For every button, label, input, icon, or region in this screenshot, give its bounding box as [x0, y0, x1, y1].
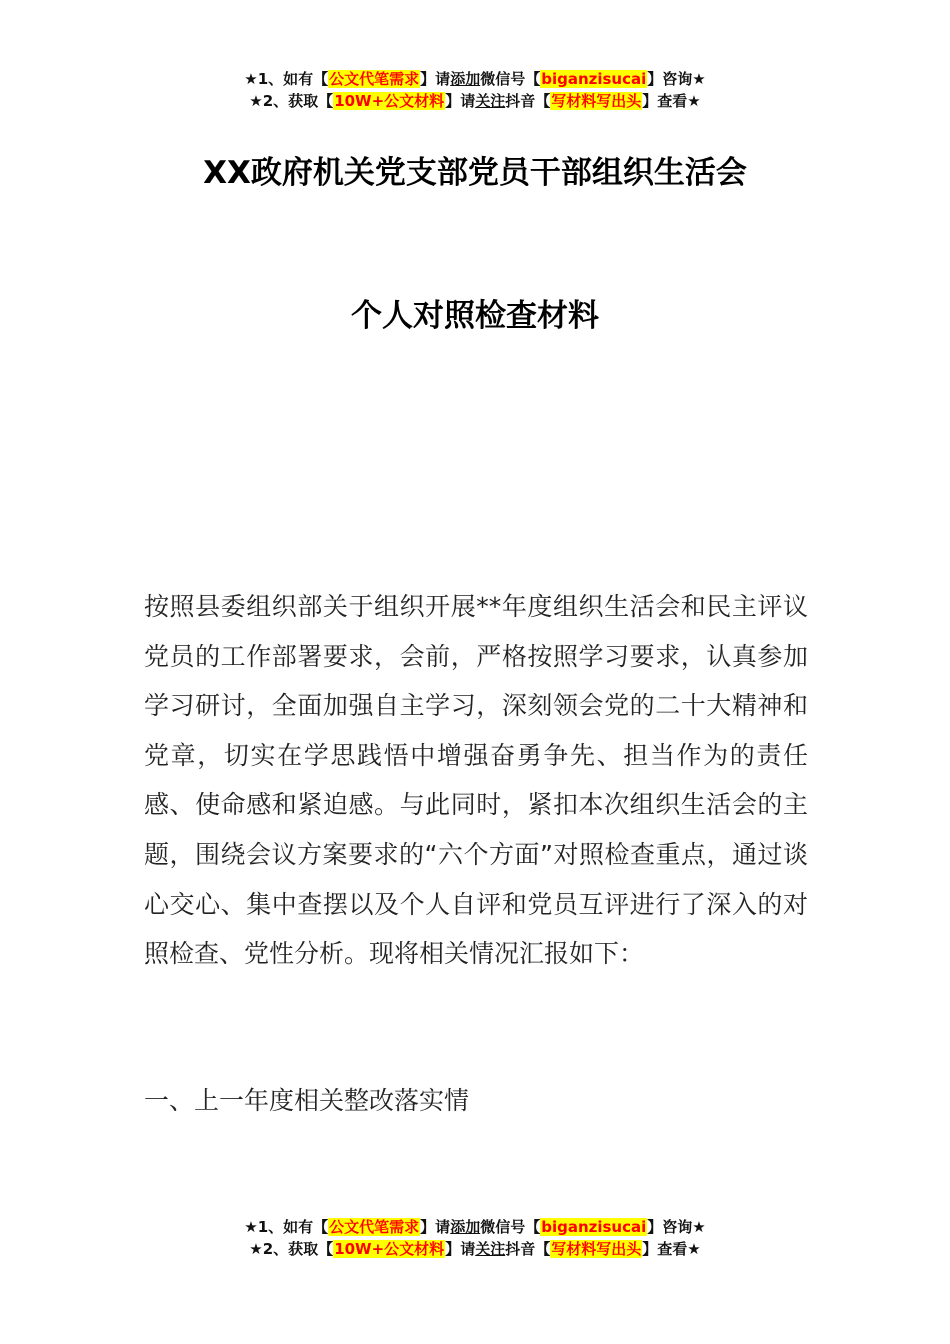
promo-line-2 [0, 90, 950, 112]
promo-underline-add: 添加 [450, 70, 481, 88]
document-title-line-2: 个人对照检查材料 [351, 298, 599, 334]
promo-banner-top [0, 68, 950, 112]
promo-line-1 [0, 1216, 950, 1238]
promo-text: 】请 [445, 92, 476, 110]
promo-text: ★2、获取【 [249, 92, 334, 110]
promo-highlight-wechat-id: biganzisucai [541, 70, 647, 88]
promo-underline-add: 添加 [450, 1218, 481, 1236]
promo-highlight-ghostwriting: 公文代笔需求 [329, 70, 420, 88]
promo-line-1 [0, 68, 950, 90]
promo-highlight-douyin: 写材料写出头 [551, 1240, 642, 1258]
promo-text: 】请 [445, 1240, 476, 1258]
promo-text: 抖音【 [505, 1240, 551, 1258]
document-title-line-1: XX政府机关党支部党员干部组织生活会 [203, 155, 747, 191]
promo-text: 】请 [420, 1218, 451, 1236]
promo-text: 】请 [420, 70, 451, 88]
intro-paragraph: 按照县委组织部关于组织开展**年度组织生活会和民主评议党员的工作部署要求，会前，严格按照学习要求，认真参加学习研讨，全面加强自主学习，深刻领会党的二十大精神和党章，切实在学思践悟中增强奋勇争先、担当作为的责任感、使命感和紧迫感。与此同时，紧扣本次组织生活会的主题，围绕会议方案要求的“六个方面”对照检查重点，通过谈心交心、集中查摆以及个人自评和党员互评进行了深入的对照检查、党性分析。现将相关情况汇报如下： [144, 592, 808, 969]
promo-text: 】查看★ [642, 92, 701, 110]
promo-banner-bottom [0, 1216, 950, 1260]
promo-highlight-ghostwriting: 公文代笔需求 [329, 1218, 420, 1236]
promo-text: ★1、如有【 [244, 70, 329, 88]
promo-underline-follow: 关注 [475, 1240, 506, 1258]
promo-text: ★1、如有【 [244, 1218, 329, 1236]
promo-highlight-materials: 10W+公文材料 [334, 1240, 445, 1258]
promo-text: 抖音【 [505, 92, 551, 110]
section-1-heading: 一、上一年度相关整改落实情 [144, 1086, 470, 1115]
promo-underline-follow: 关注 [475, 92, 506, 110]
promo-text: 】咨询★ [647, 1218, 706, 1236]
promo-text: ★2、获取【 [249, 1240, 334, 1258]
promo-highlight-wechat-id: biganzisucai [541, 1218, 647, 1236]
promo-text: 】查看★ [642, 1240, 701, 1258]
promo-text: 微信号【 [480, 1218, 541, 1236]
promo-highlight-materials: 10W+公文材料 [334, 92, 445, 110]
promo-line-2 [0, 1238, 950, 1260]
promo-highlight-douyin: 写材料写出头 [551, 92, 642, 110]
promo-text: 】咨询★ [647, 70, 706, 88]
promo-text: 微信号【 [480, 70, 541, 88]
